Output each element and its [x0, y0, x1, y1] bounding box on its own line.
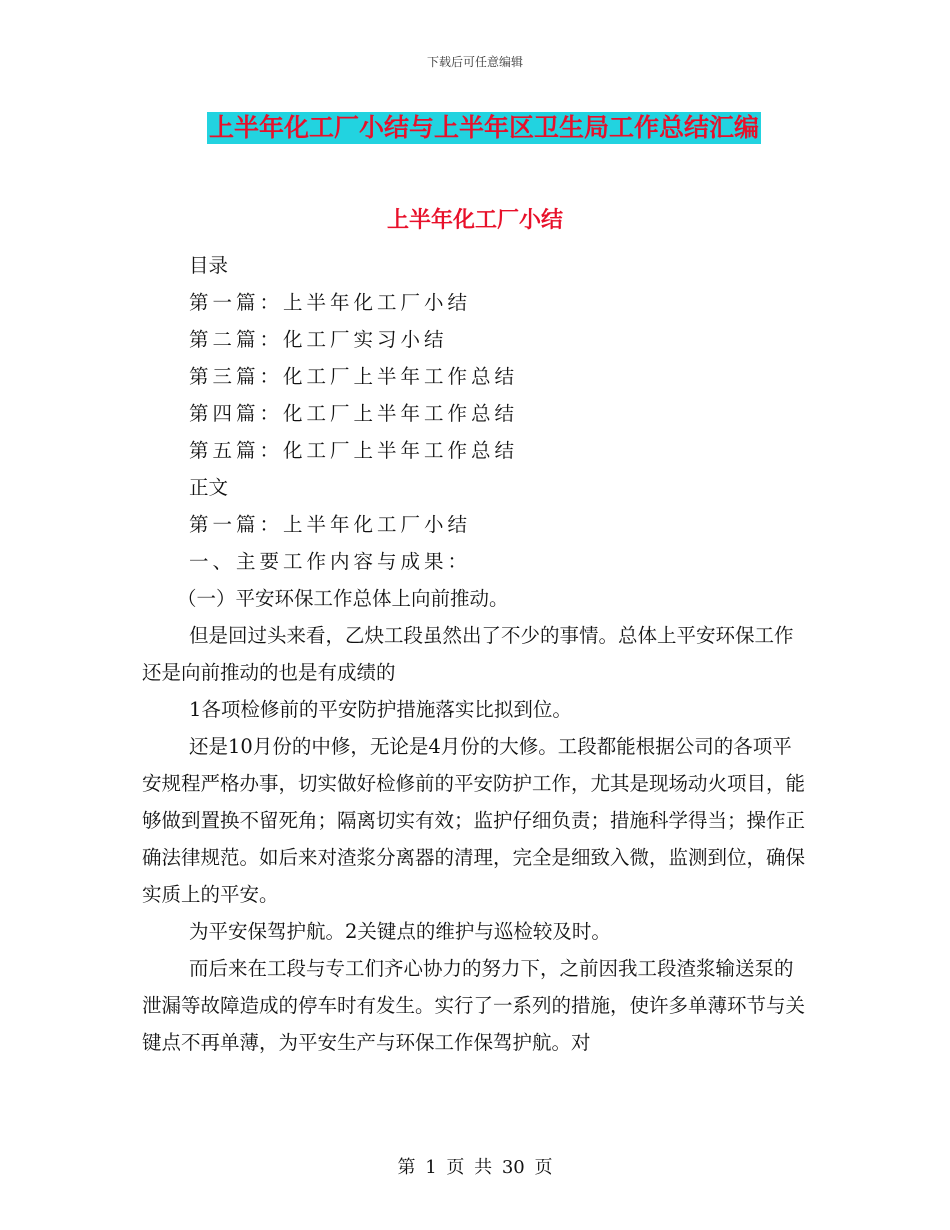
- paragraph: 还是10月份的中修，无论是4月份的大修。工段都能根据公司的各项平安规程严格办事，切实做好检修前的平安防护工作，尤其是现场动火项目，能够做到置换不留死角；隔离切实有效；监护仔细负责；措施科学得当；操作正确法律规范。如后来对渣浆分离器的清理，完全是细致入微，监测到位，确保实质上的平安。: [142, 735, 806, 906]
- page-header-note: 下载后可任意编辑: [426, 55, 523, 69]
- main-title: 上半年化工厂小结与上半年区卫生局工作总结汇编: [209, 113, 760, 142]
- document-body: [142, 247, 807, 1061]
- paragraph: 而后来在工段与专工们齐心协力的努力下，之前因我工段渣浆输送泵的泄漏等故障造成的停车时有发生。实行了一系列的措施，使许多单薄环节与关键点不再单薄，为平安生产与环保工作保驾护航。对: [142, 957, 806, 1054]
- toc-item: 第一篇：上半年化工厂小结: [189, 291, 472, 314]
- toc-item: 第四篇：化工厂上半年工作总结: [189, 402, 519, 425]
- main-title-container: [207, 112, 761, 144]
- body-heading: 正文: [189, 476, 229, 499]
- paragraph: 但是回过头来看，乙炔工段虽然出了不少的事情。总体上平安环保工作还是向前推动的也是有成绩的: [142, 624, 794, 684]
- sub-title: 上半年化工厂小结: [386, 207, 563, 233]
- toc-item: 第二篇：化工厂实习小结: [189, 328, 448, 351]
- toc-item: 第三篇：化工厂上半年工作总结: [189, 365, 519, 388]
- part-title: 第一篇：上半年化工厂小结: [189, 513, 472, 536]
- toc-heading: 目录: [189, 254, 229, 277]
- paragraph: 为平安保驾护航。2关键点的维护与巡检较及时。: [189, 920, 611, 943]
- section-heading: 一、主要工作内容与成果：: [189, 550, 472, 573]
- subsection-heading: （一）平安环保工作总体上向前推动。: [177, 587, 509, 610]
- page-footer: 第 1 页 共 30 页: [397, 1157, 553, 1178]
- toc-item: 第五篇：化工厂上半年工作总结: [189, 439, 519, 462]
- paragraph: 1各项检修前的平安防护措施落实比拟到位。: [189, 698, 572, 721]
